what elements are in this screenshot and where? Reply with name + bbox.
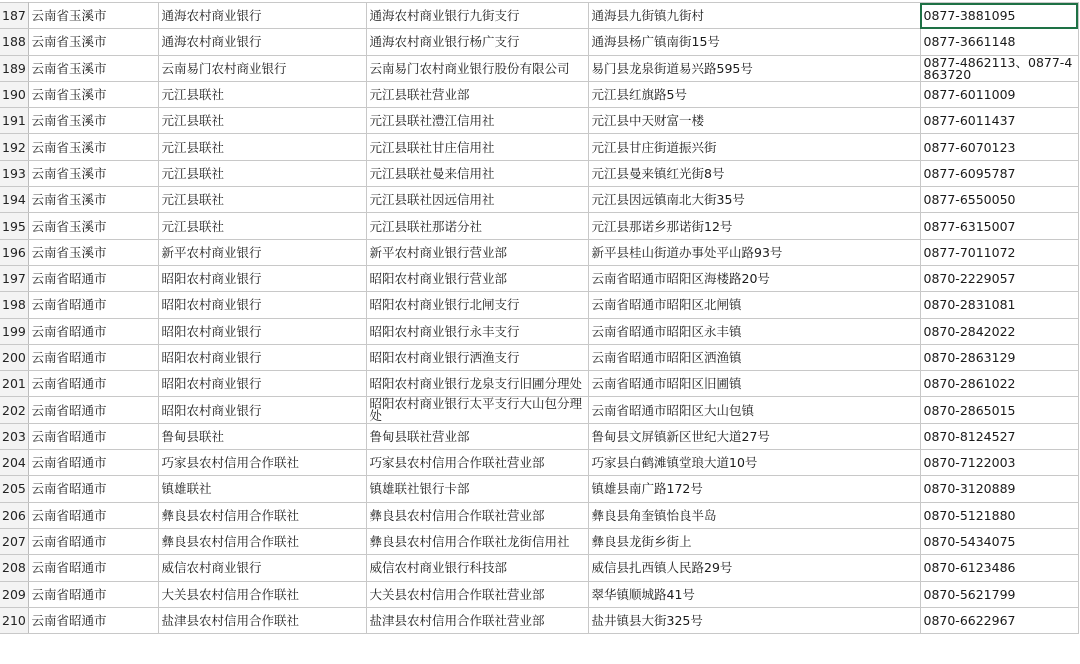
branch-cell[interactable]: 昭阳农村商业银行营业部: [366, 265, 588, 291]
phone-cell[interactable]: 0870-5121880: [920, 502, 1078, 528]
bank-cell[interactable]: 元江县联社: [158, 108, 366, 134]
bank-cell[interactable]: 元江县联社: [158, 134, 366, 160]
province-cell[interactable]: 云南省玉溪市: [28, 213, 158, 239]
address-cell[interactable]: 彝良县角奎镇怡良半岛: [588, 502, 920, 528]
address-cell[interactable]: 云南省昭通市昭阳区北闸镇: [588, 292, 920, 318]
province-cell[interactable]: 云南省玉溪市: [28, 108, 158, 134]
province-cell[interactable]: 云南省玉溪市: [28, 29, 158, 55]
address-cell[interactable]: 彝良县龙街乡街上: [588, 528, 920, 554]
phone-cell[interactable]: 0877-6550050: [920, 187, 1078, 213]
province-cell[interactable]: 云南省昭通市: [28, 397, 158, 423]
address-cell[interactable]: 云南省昭通市昭阳区旧圃镇: [588, 371, 920, 397]
branch-cell[interactable]: 元江县联社那诺分社: [366, 213, 588, 239]
row-number[interactable]: 196: [0, 239, 28, 265]
bank-cell[interactable]: 镇雄联社: [158, 476, 366, 502]
province-cell[interactable]: 云南省玉溪市: [28, 3, 158, 29]
branch-cell[interactable]: 元江县联社澧江信用社: [366, 108, 588, 134]
phone-cell[interactable]: 0870-2863129: [920, 344, 1078, 370]
table-row: [0, 134, 1078, 160]
bank-cell[interactable]: 威信农村商业银行: [158, 555, 366, 581]
row-number[interactable]: 204: [0, 450, 28, 476]
province-cell[interactable]: 云南省昭通市: [28, 581, 158, 607]
province-cell[interactable]: 云南省昭通市: [28, 502, 158, 528]
branch-cell[interactable]: 巧家县农村信用合作联社营业部: [366, 450, 588, 476]
phone-cell[interactable]: 0877-6095787: [920, 160, 1078, 186]
bank-cell[interactable]: 新平农村商业银行: [158, 239, 366, 265]
phone-cell[interactable]: 0870-5434075: [920, 528, 1078, 554]
branch-cell[interactable]: 昭阳农村商业银行太平支行大山包分理处: [366, 397, 588, 423]
row-number[interactable]: 199: [0, 318, 28, 344]
table-row: [0, 502, 1078, 528]
province-cell[interactable]: 云南省玉溪市: [28, 239, 158, 265]
table-row: [0, 55, 1078, 81]
province-cell[interactable]: 云南省玉溪市: [28, 160, 158, 186]
province-cell[interactable]: 云南省玉溪市: [28, 134, 158, 160]
row-number[interactable]: 188: [0, 29, 28, 55]
bank-cell[interactable]: 巧家县农村信用合作联社: [158, 450, 366, 476]
table-row: [0, 239, 1078, 265]
phone-cell[interactable]: 0870-2865015: [920, 397, 1078, 423]
branch-cell[interactable]: 元江县联社因远信用社: [366, 187, 588, 213]
bank-cell[interactable]: 昭阳农村商业银行: [158, 344, 366, 370]
row-number[interactable]: 198: [0, 292, 28, 318]
branch-cell[interactable]: 昭阳农村商业银行永丰支行: [366, 318, 588, 344]
province-cell[interactable]: 云南省玉溪市: [28, 55, 158, 81]
address-cell[interactable]: 云南省昭通市昭阳区大山包镇: [588, 397, 920, 423]
bank-cell[interactable]: 昭阳农村商业银行: [158, 265, 366, 291]
table-row: [0, 423, 1078, 449]
bank-cell[interactable]: 元江县联社: [158, 160, 366, 186]
bank-cell[interactable]: 彝良县农村信用合作联社: [158, 528, 366, 554]
table-row: [0, 318, 1078, 344]
row-number[interactable]: 193: [0, 160, 28, 186]
row-number[interactable]: 210: [0, 607, 28, 633]
branch-cell[interactable]: 昭阳农村商业银行龙泉支行旧圃分理处: [366, 371, 588, 397]
address-cell[interactable]: 元江县曼来镇红光街8号: [588, 160, 920, 186]
branch-cell[interactable]: 彝良县农村信用合作联社营业部: [366, 502, 588, 528]
address-cell[interactable]: 易门县龙泉街道易兴路595号: [588, 55, 920, 81]
address-cell[interactable]: 巧家县白鹤滩镇堂琅大道10号: [588, 450, 920, 476]
table-row: [0, 187, 1078, 213]
address-cell[interactable]: 云南省昭通市昭阳区洒渔镇: [588, 344, 920, 370]
row-number[interactable]: 190: [0, 81, 28, 107]
row-number[interactable]: 200: [0, 344, 28, 370]
phone-cell[interactable]: 0870-5621799: [920, 581, 1078, 607]
province-cell[interactable]: 云南省昭通市: [28, 476, 158, 502]
table-row: [0, 397, 1078, 423]
province-cell[interactable]: 云南省昭通市: [28, 555, 158, 581]
phone-cell[interactable]: 0870-2861022: [920, 371, 1078, 397]
table-row: [0, 81, 1078, 107]
address-cell[interactable]: 威信县扎西镇人民路29号: [588, 555, 920, 581]
address-cell[interactable]: 元江县那诺乡那诺街12号: [588, 213, 920, 239]
bank-branch-table: [0, 2, 1079, 634]
bank-cell[interactable]: 彝良县农村信用合作联社: [158, 502, 366, 528]
address-cell[interactable]: 元江县甘庄街道振兴街: [588, 134, 920, 160]
bank-cell[interactable]: 云南易门农村商业银行: [158, 55, 366, 81]
bank-cell[interactable]: 元江县联社: [158, 187, 366, 213]
table-row: [0, 344, 1078, 370]
bank-cell[interactable]: 昭阳农村商业银行: [158, 371, 366, 397]
bank-cell[interactable]: 盐津县农村信用合作联社: [158, 607, 366, 633]
table-row: [0, 528, 1078, 554]
row-number[interactable]: 203: [0, 423, 28, 449]
phone-cell[interactable]: 0870-8124527: [920, 423, 1078, 449]
branch-cell[interactable]: 通海农村商业银行杨广支行: [366, 29, 588, 55]
branch-cell[interactable]: 彝良县农村信用合作联社龙街信用社: [366, 528, 588, 554]
table-row: [0, 213, 1078, 239]
branch-cell[interactable]: 昭阳农村商业银行洒渔支行: [366, 344, 588, 370]
branch-cell[interactable]: 鲁甸县联社营业部: [366, 423, 588, 449]
phone-cell[interactable]: 0877-6315007: [920, 213, 1078, 239]
table-row: [0, 29, 1078, 55]
address-cell[interactable]: 镇雄县南广路172号: [588, 476, 920, 502]
table-row: [0, 555, 1078, 581]
phone-cell[interactable]: 0870-7122003: [920, 450, 1078, 476]
phone-cell[interactable]: 0870-2842022: [920, 318, 1078, 344]
phone-cell[interactable]: 0877-6070123: [920, 134, 1078, 160]
address-cell[interactable]: 通海县九街镇九街村: [588, 3, 920, 29]
branch-cell[interactable]: 通海农村商业银行九街支行: [366, 3, 588, 29]
phone-cell[interactable]: 0877-6011437: [920, 108, 1078, 134]
branch-cell[interactable]: 大关县农村信用合作联社营业部: [366, 581, 588, 607]
province-cell[interactable]: 云南省昭通市: [28, 528, 158, 554]
row-number[interactable]: 207: [0, 528, 28, 554]
phone-cell[interactable]: 0877-3661148: [920, 29, 1078, 55]
phone-cell[interactable]: 0870-6622967: [920, 607, 1078, 633]
bank-cell[interactable]: 昭阳农村商业银行: [158, 397, 366, 423]
phone-cell[interactable]: 0870-3120889: [920, 476, 1078, 502]
phone-cell[interactable]: 0877-3881095: [920, 3, 1078, 29]
province-cell[interactable]: 云南省昭通市: [28, 607, 158, 633]
bank-cell[interactable]: 元江县联社: [158, 81, 366, 107]
table-row: [0, 476, 1078, 502]
address-cell[interactable]: 翠华镇顺城路41号: [588, 581, 920, 607]
address-cell[interactable]: 元江县中天财富一楼: [588, 108, 920, 134]
bank-cell[interactable]: 鲁甸县联社: [158, 423, 366, 449]
branch-cell[interactable]: 昭阳农村商业银行北闸支行: [366, 292, 588, 318]
row-number[interactable]: 194: [0, 187, 28, 213]
province-cell[interactable]: 云南省玉溪市: [28, 187, 158, 213]
row-number[interactable]: 192: [0, 134, 28, 160]
province-cell[interactable]: 云南省昭通市: [28, 292, 158, 318]
table-row: [0, 3, 1078, 29]
row-number[interactable]: 201: [0, 371, 28, 397]
row-number[interactable]: 197: [0, 265, 28, 291]
bank-cell[interactable]: 昭阳农村商业银行: [158, 292, 366, 318]
phone-cell[interactable]: 0870-2229057: [920, 265, 1078, 291]
branch-cell[interactable]: 镇雄联社银行卡部: [366, 476, 588, 502]
branch-cell[interactable]: 盐津县农村信用合作联社营业部: [366, 607, 588, 633]
row-number[interactable]: 191: [0, 108, 28, 134]
province-cell[interactable]: 云南省昭通市: [28, 371, 158, 397]
row-number[interactable]: 187: [0, 3, 28, 29]
address-cell[interactable]: 通海县杨广镇南街15号: [588, 29, 920, 55]
branch-cell[interactable]: 元江县联社甘庄信用社: [366, 134, 588, 160]
table-row: [0, 292, 1078, 318]
province-cell[interactable]: 云南省昭通市: [28, 265, 158, 291]
table-row: [0, 265, 1078, 291]
address-cell[interactable]: 盐井镇县大街325号: [588, 607, 920, 633]
row-number[interactable]: 202: [0, 397, 28, 423]
address-cell[interactable]: 鲁甸县文屏镇新区世纪大道27号: [588, 423, 920, 449]
row-number[interactable]: 209: [0, 581, 28, 607]
bank-cell[interactable]: 通海农村商业银行: [158, 29, 366, 55]
row-number[interactable]: 189: [0, 55, 28, 81]
row-number[interactable]: 206: [0, 502, 28, 528]
phone-cell[interactable]: 0877-6011009: [920, 81, 1078, 107]
address-cell[interactable]: 元江县红旗路5号: [588, 81, 920, 107]
table-row: [0, 607, 1078, 633]
table-row: [0, 160, 1078, 186]
phone-cell[interactable]: 0870-6123486: [920, 555, 1078, 581]
branch-cell[interactable]: 威信农村商业银行科技部: [366, 555, 588, 581]
address-cell[interactable]: 云南省昭通市昭阳区永丰镇: [588, 318, 920, 344]
table-row: [0, 371, 1078, 397]
row-number[interactable]: 195: [0, 213, 28, 239]
province-cell[interactable]: 云南省昭通市: [28, 318, 158, 344]
row-number[interactable]: 208: [0, 555, 28, 581]
table-row: [0, 450, 1078, 476]
province-cell[interactable]: 云南省玉溪市: [28, 81, 158, 107]
branch-cell[interactable]: 新平农村商业银行营业部: [366, 239, 588, 265]
province-cell[interactable]: 云南省昭通市: [28, 423, 158, 449]
branch-cell[interactable]: 元江县联社营业部: [366, 81, 588, 107]
row-number[interactable]: 205: [0, 476, 28, 502]
address-cell[interactable]: 云南省昭通市昭阳区海楼路20号: [588, 265, 920, 291]
bank-cell[interactable]: 元江县联社: [158, 213, 366, 239]
bank-cell[interactable]: 昭阳农村商业银行: [158, 318, 366, 344]
address-cell[interactable]: 新平县桂山街道办事处平山路93号: [588, 239, 920, 265]
branch-cell[interactable]: 云南易门农村商业银行股份有限公司: [366, 55, 588, 81]
bank-cell[interactable]: 大关县农村信用合作联社: [158, 581, 366, 607]
province-cell[interactable]: 云南省昭通市: [28, 344, 158, 370]
table-body: [0, 3, 1078, 634]
table-row: [0, 581, 1078, 607]
phone-cell[interactable]: 0877-7011072: [920, 239, 1078, 265]
phone-cell[interactable]: 0877-4862113、0877-4863720: [920, 55, 1078, 81]
address-cell[interactable]: 元江县因远镇南北大街35号: [588, 187, 920, 213]
table-row: [0, 108, 1078, 134]
branch-cell[interactable]: 元江县联社曼来信用社: [366, 160, 588, 186]
bank-cell[interactable]: 通海农村商业银行: [158, 3, 366, 29]
province-cell[interactable]: 云南省昭通市: [28, 450, 158, 476]
phone-cell[interactable]: 0870-2831081: [920, 292, 1078, 318]
